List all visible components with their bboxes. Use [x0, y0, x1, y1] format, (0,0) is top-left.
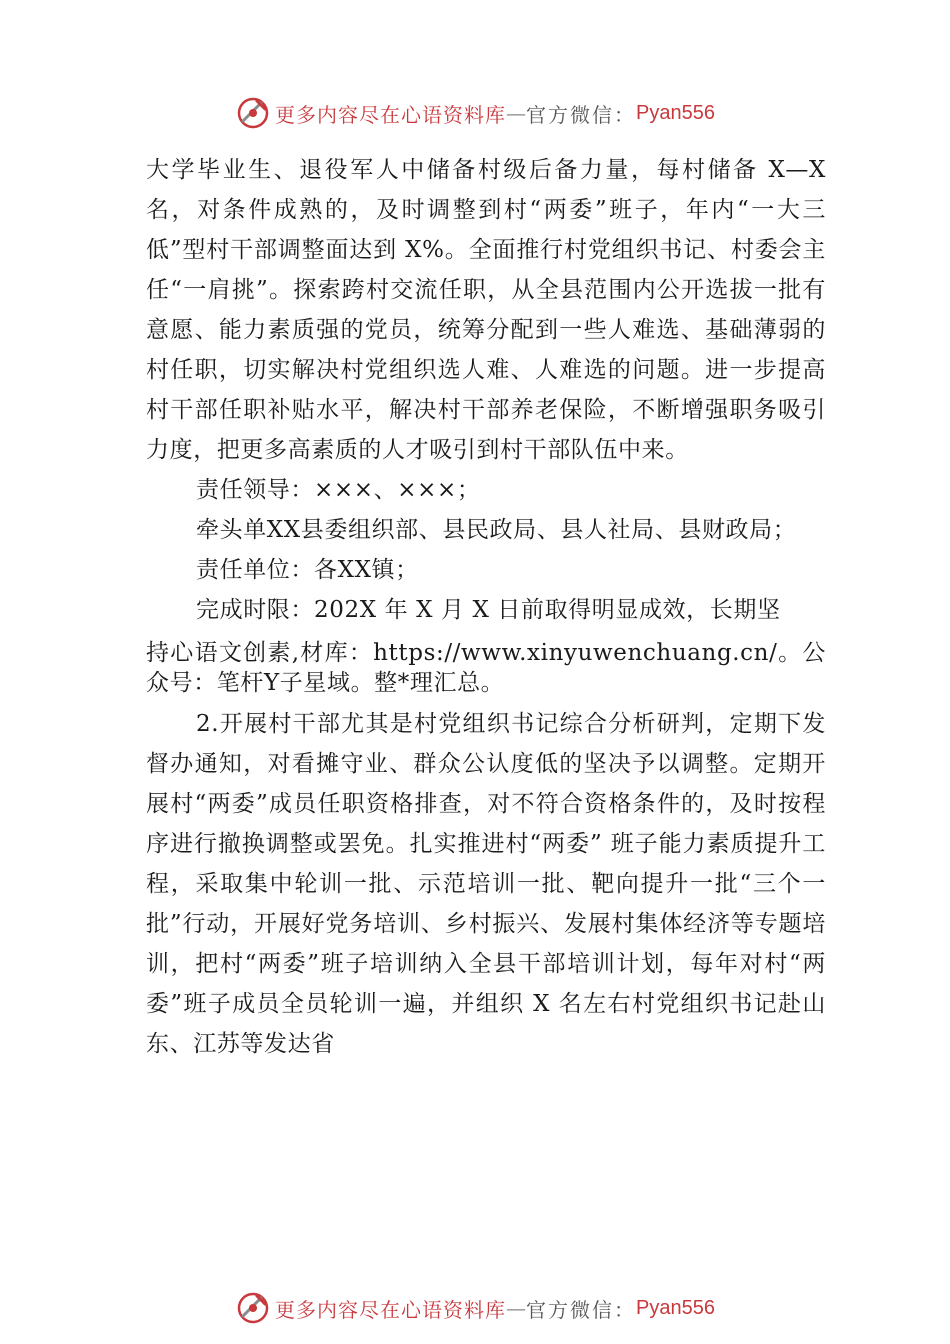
- paragraph-source-note: 持心语文创素,材库：https://www.xinyuwenchuang.cn/。公众号：笔杆Y子星域。整*理汇总。: [146, 640, 826, 696]
- paragraph-responsible-unit: 责任单位：各XX镇；: [196, 557, 419, 583]
- paragraph-deadline: 完成时限：202X 年 X 月 X 日前取得明显成效，长期坚: [196, 597, 781, 623]
- banner-label: 官方微信：: [526, 102, 637, 127]
- banner-wechat-id: Pyan556: [636, 101, 715, 124]
- logo-icon: [235, 95, 271, 131]
- paragraph-1: 大学毕业生、退役军人中储备村级后备力量，每村储备 X—X 名，对条件成熟的，及时调整到村“两委”班子，年内“一大三低”型村干部调整面达到 X%。全面推行村党组织书记、村委会主任“一肩挑”。探索跨村交流任职，从全县范围内公开选拔一批有意愿、能力素质强的党员，统筹分配到一些人难选、基础薄弱的村任职，切实解决村党组织选人难、人难选的问题。进一步提高村干部任职补贴水平，解决村干部养老保险，不断增强职务吸引力度，把更多高素质的人才吸引到村干部队伍中来。: [146, 157, 826, 463]
- logo-icon: [235, 1290, 271, 1326]
- paragraph-responsible-leader: 责任领导：×××、×××；: [196, 477, 481, 503]
- banner-separator: —: [506, 1296, 527, 1320]
- banner-separator: —: [506, 101, 527, 125]
- banner-label: 官方微信：: [526, 1297, 637, 1322]
- footer-banner: [0, 1288, 950, 1328]
- header-banner: [0, 93, 950, 133]
- banner-title: 更多内容尽在心语资料库: [275, 102, 507, 127]
- paragraph-lead-unit: 牵头单XX县委组织部、县民政局、县人社局、县财政局；: [196, 517, 797, 543]
- paragraph-2: 2.开展村干部尤其是村党组织书记综合分析研判，定期下发督办通知，对看摊守业、群众公认度低的坚决予以调整。定期开展村“两委”成员任职资格排查，对不符合资格条件的，及时按程序进行撤换调整或罢免。扎实推进村“两委” 班子能力素质提升工程，采取集中轮训一批、示范培训一批、靶向提升一批“三个一批”行动，开展好党务培训、乡村振兴、发展村集体经济等专题培训，把村“两委”班子培训纳入全县干部培训计划，每年对村“两委”班子成员全员轮训一遍，并组织 X 名左右村党组织书记赴山东、江苏等发达省: [146, 711, 826, 1057]
- banner-title: 更多内容尽在心语资料库: [275, 1297, 507, 1322]
- banner-wechat-id: Pyan556: [636, 1296, 715, 1319]
- document-body: [146, 150, 826, 1064]
